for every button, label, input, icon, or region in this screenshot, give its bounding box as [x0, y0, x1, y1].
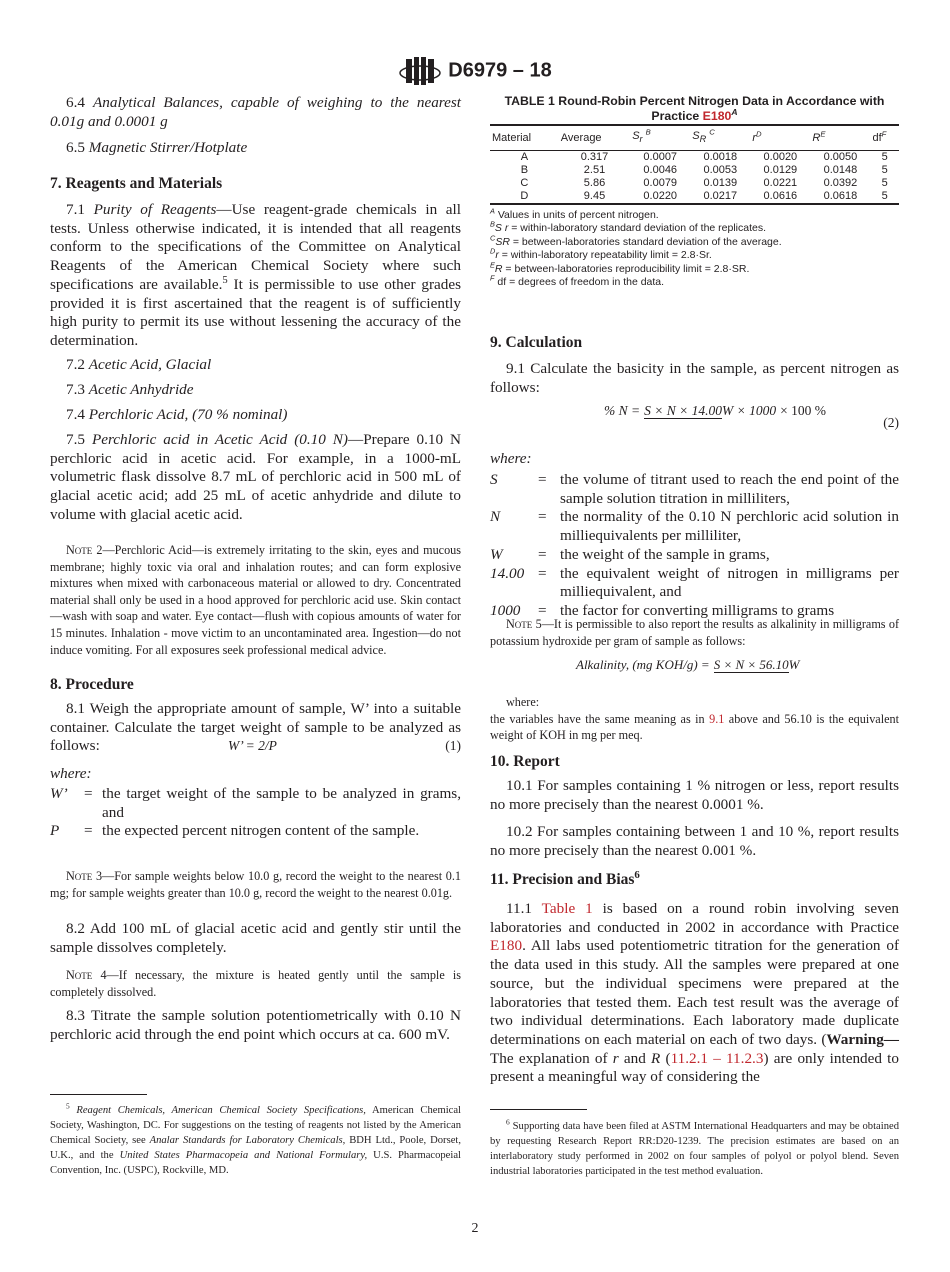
def-eq: =	[538, 508, 547, 526]
note-4: Note 4—If necessary, the mixture is heated gently until the sample is completely dissolved.	[50, 968, 461, 999]
def-symbol: 1000	[490, 601, 521, 619]
column-header: $S_r$ $^B$	[630, 125, 690, 150]
section-11-1: 11.1 Table 1 is based on a round robin involving seven laboratories and conducted in 2002 in accordance with Practice E180. All labs used potentiometric titration for the generation of the data used in this study. All the samples were prepared at one source, but the individual specimens were prepared at the laboratories that tested them. Each test result was the average of two individual determinations. Each laboratory made duplicate determinations on each material on each of two days. (Warning—The explanation of r and R (11.2.1 – 11.2.3) are only intended to present a meaningful way of considering the	[490, 900, 899, 1086]
e180-link[interactable]: E180	[702, 109, 732, 123]
def-text: the equivalent weight of nitrogen in milligrams per milliequivalent, and	[560, 564, 899, 601]
designation: D6979 – 18	[448, 59, 552, 82]
data-table	[490, 124, 899, 205]
column-header: $R^E$	[810, 125, 870, 150]
section-8-heading: 8. Procedure	[50, 676, 134, 693]
table-cell: 5	[881, 150, 888, 163]
table-cell: 0.0079	[643, 176, 678, 189]
section-6-5: 6.5 Magnetic Stirrer/Hotplate	[66, 139, 248, 156]
table-cell: 0.317	[580, 150, 609, 163]
footnote-5: $^5$ Reagent Chemicals, American Chemical Society Specifications, American Chemical Society, Washington, DC. For suggestions on the testing of reagents not listed by the American Chemical Society, see Analar Standards for Laboratory Chemicals, BDH Ltd., Poole, Dorset, U.K., and the United States Pharmacopeia and National Formulary, U.S. Pharmacopeial Convention, Inc. (USPC), Rockville, MD.	[50, 1101, 461, 1176]
footnote-rule-2	[490, 1109, 899, 1110]
section-10-heading: 10. Report	[490, 753, 560, 770]
footnote-6: $^6$ Supporting data have been filed at ASTM International Headquarters and may be obtained by requesting Research Report RR:D20-1239. The precision estimates are based on an interlaboratory study performed in 2002 on four samples of polyol or polyol blend. Seven industrial laboratories participated in the test method evaluation.	[490, 1117, 899, 1177]
table-cell: 0.0392	[823, 176, 858, 189]
table-footnote: $^A$ Values in units of percent nitrogen.	[490, 206, 659, 221]
table-cell: 0.0616	[750, 190, 810, 204]
table-cell: 5	[881, 163, 888, 176]
table-cell: 2.51	[583, 163, 606, 176]
table-cell: C	[520, 176, 529, 189]
section-9-heading: 9. Calculation	[490, 334, 583, 351]
definitions-list-2	[490, 471, 899, 621]
table-footnote: $^C$SR = between-laboratories standard deviation of the average.	[490, 233, 782, 248]
page-number: 2	[471, 1221, 479, 1236]
table-row	[490, 177, 899, 190]
table-cell: 0.0018	[703, 150, 738, 163]
section-10-1: 10.1 For samples containing 1 % nitrogen or less, report results no more precisely than the nearest 0.0001 %.	[490, 777, 900, 813]
section-11-2-link[interactable]: 11.2.1 – 11.2.3	[670, 1049, 764, 1067]
astm-logo-icon	[398, 56, 442, 86]
def-text: the normality of the 0.10 N perchloric acid solution in milliequivalents per milliliter,	[560, 508, 899, 545]
table-cell: 5	[881, 176, 888, 189]
where-label: where:	[50, 765, 92, 782]
section-7-5: 7.5 Perchloric acid in Acetic Acid (0.10 N)—Prepare 0.10 N perchloric acid in acetic acid. For example, in a 1000-mL volumetric flask dissolve 8.7 mL of perchloric acid in 500 mL of glacial acetic acid; add 25 mL of acetic anhydride and dilute to volume with glacial acetic acid.	[50, 431, 462, 523]
def-eq: =	[538, 471, 547, 488]
table-row	[490, 190, 899, 204]
table-cell: B	[520, 163, 529, 176]
table-footnote: $^E$R = between-laboratories reproducibility limit = 2.8·SR.	[490, 260, 750, 275]
table-cell: 0.0148	[823, 163, 858, 176]
section-6-4: 6.4 Analytical Balances, capable of weighing to the nearest 0.01g and 0.0001 g	[50, 94, 462, 130]
section-7-4: 7.4 Perchloric Acid, (70 % nominal)	[66, 406, 288, 423]
page-header	[0, 56, 950, 86]
table-cell: 0.0221	[763, 176, 798, 189]
e180-link-2[interactable]: E180	[490, 937, 523, 955]
column-header: $df^F$	[870, 125, 899, 150]
section-8-1: 8.1 Weigh the appropriate amount of sample, W’ into a suitable container. Calculate the target weight of sample to be analyzed as follows:	[50, 700, 462, 755]
section-9-1: 9.1 Calculate the basicity in the sample, as percent nitrogen as follows:	[490, 360, 899, 396]
table-footnote: $^F$ df = degrees of freedom in the data.	[490, 273, 665, 288]
table-cell: 5	[870, 190, 899, 204]
def-symbol: 14.00	[490, 564, 525, 582]
table-cell: 0.0129	[763, 163, 798, 176]
table-cell: 0.0220	[630, 190, 690, 204]
table-cell: 0.0139	[703, 176, 738, 189]
section-11-heading: 11. Precision and Bias$^6$	[490, 868, 640, 888]
note-3: Note 3—For sample weights below 10.0 g, record the weight to the nearest 0.1 mg; for sample weights greater than 10.0 g, record the weight to the nearest 0.01g.	[50, 869, 461, 900]
column-header: Material	[490, 125, 559, 150]
table-footnote: $^D$r = within-laboratory repeatability limit = 2.8·Sr.	[490, 246, 712, 262]
table-cell: 0.0050	[823, 150, 858, 163]
table-row	[490, 150, 899, 164]
section-7-heading: 7. Reagents and Materials	[50, 175, 223, 192]
def-eq: =	[538, 545, 547, 563]
table-cell: D	[490, 190, 559, 204]
def-eq: =	[538, 601, 547, 619]
section-8-2: 8.2 Add 100 mL of glacial acetic acid and gently stir until the sample dissolves completely.	[50, 920, 461, 956]
table-cell: 0.0053	[703, 163, 738, 176]
column-header: Average	[559, 125, 630, 150]
table-footnote: $^B$S r = within-laboratory standard deviation of the replicates.	[490, 219, 767, 235]
section-9-1-link[interactable]: 9.1	[709, 711, 725, 726]
table-cell: 9.45	[559, 190, 630, 204]
where-text: where: the variables have the same meaning as in 9.1 above and 56.10 is the equivalent weight of KOH in mg per meq.	[490, 695, 899, 743]
table-cell: 0.0046	[643, 163, 678, 176]
table-1	[490, 94, 899, 289]
table-title: TABLE 1 Round-Robin Percent Nitrogen Data in Accordance with Practice $E180^A$	[504, 94, 885, 123]
table-cell: A	[520, 150, 529, 163]
definitions-list: W’ = the target weight of the sample to be analyzed in grams, and P = the expected percent nitrogen content of the sample.	[50, 785, 461, 840]
def-text: the weight of the sample in grams,	[560, 545, 770, 563]
equation-2: % N = S × N × 14.00W × 1000 × 100 % (2)	[604, 403, 899, 430]
table-1-link[interactable]: Table 1	[541, 900, 593, 917]
table-footnotes	[490, 206, 899, 289]
note-2: Note 2—Perchloric Acid—is extremely irritating to the skin, eyes and mucous membrane; highly toxic via oral and inhalation routes; and can form explosive mixtures when mixed with carbonaceous material or allowed to dry. Concentrated material shall only be used in a hood approved for perchloric acid use. Skin contact—wash with soap and water. Eye contact—flush with copious amounts of water for 15 minutes. Inhalation - move victim to an uncontaminated area. Ingestion—do not induce vomiting. For all exposures seek professional medical advice.	[50, 543, 462, 657]
table-cell: 0.0217	[690, 190, 750, 204]
def-text: the volume of titrant used to reach the end point of the sample solution titration in milliliters,	[560, 471, 899, 507]
def-symbol: W	[490, 545, 503, 563]
section-7-2: 7.2 Acetic Acid, Glacial	[66, 356, 212, 373]
footnote-rule	[50, 1094, 461, 1095]
equation-1: W’ = 2/P (1)	[228, 738, 461, 753]
section-7-1: 7.1 Purity of Reagents—Use reagent-grade chemicals in all tests. Unless otherwise indicated, it is intended that all reagents conform to the specifications of the Committee on Analytical Reagents of the American Chemical Society where such specifications are available.$^5$ It is permissible to use other grades provided it is first ascertained that the reagent is of sufficiently high purity to permit its use without lessening the accuracy of the determination.	[50, 201, 462, 349]
table-cell: 0.0020	[763, 150, 798, 163]
note-5: Note 5—It is permissible to also report the results as alkalinity in milligrams of potassium hydroxide per gram of sample as follows:	[490, 617, 900, 648]
table-cell: 0.0618	[810, 190, 870, 204]
column-header: $S_R$ $^C$	[690, 125, 750, 150]
column-header: $r^D$	[750, 125, 810, 150]
table-row	[490, 164, 899, 177]
section-10-2: 10.2 For samples containing between 1 and 10 %, report results no more precisely than the nearest 0.001 %.	[490, 823, 900, 859]
where-label-2: where:	[490, 450, 532, 467]
section-7-3: 7.3 Acetic Anhydride	[66, 381, 194, 398]
equation-3: Alkalinity, (mg KOH/g) = S × N × 56.10W	[576, 657, 800, 672]
def-symbol: S	[490, 471, 498, 488]
table-cell: 0.0007	[643, 150, 678, 163]
def-eq: =	[538, 564, 547, 582]
table-cell: 5.86	[583, 176, 606, 189]
section-8-3: 8.3 Titrate the sample solution potentiometrically with 0.10 N perchloric acid through the end point which occurs at ca. 600 mV.	[50, 1007, 461, 1043]
def-symbol: N	[490, 508, 501, 526]
def-text: the factor for converting milligrams to grams	[560, 601, 835, 619]
